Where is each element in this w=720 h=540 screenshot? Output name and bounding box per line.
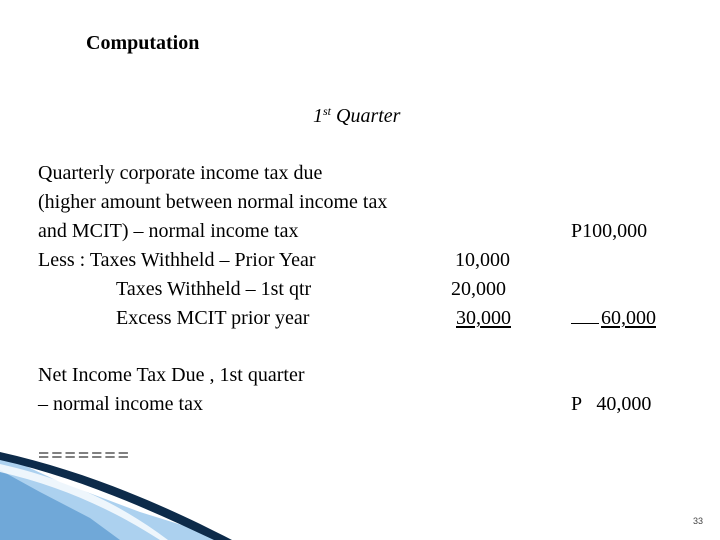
line-less-prior-year: Less : Taxes Withheld – Prior Year xyxy=(38,249,316,271)
line-higher-amount: (higher amount between normal income tax xyxy=(38,191,388,213)
amount-prior-year: 10,000 xyxy=(455,249,510,271)
amount-excess-mcit xyxy=(451,308,511,328)
amount-net-due: P 40,000 xyxy=(571,393,652,415)
quarter-label xyxy=(313,105,400,126)
amount-first-qtr: 20,000 xyxy=(451,278,506,300)
line-withheld-first-qtr: Taxes Withheld – 1st qtr xyxy=(116,278,312,300)
line-normal-tax: and MCIT) – normal income tax xyxy=(38,220,299,242)
line-net-normal-tax: – normal income tax xyxy=(38,393,203,415)
underline-pad xyxy=(571,308,599,324)
line-net-income-tax: Net Income Tax Due , 1st quarter xyxy=(38,364,305,386)
quarter-word: Quarter xyxy=(331,105,401,127)
amount-total-credits-value: 60,000 xyxy=(601,307,656,329)
line-excess-mcit: Excess MCIT prior year xyxy=(116,307,310,329)
quarter-superscript: st xyxy=(323,104,332,118)
amount-total-credits xyxy=(571,308,656,328)
separator-line: ======= xyxy=(38,445,131,467)
page-title: Computation xyxy=(86,32,200,54)
line-quarterly-tax: Quarterly corporate income tax due xyxy=(38,162,323,184)
amount-normal-tax: P100,000 xyxy=(571,220,648,242)
page-number: 33 xyxy=(692,516,703,526)
amount-excess-mcit-value: 30,000 xyxy=(456,307,511,329)
quarter-number: 1 xyxy=(313,105,323,127)
